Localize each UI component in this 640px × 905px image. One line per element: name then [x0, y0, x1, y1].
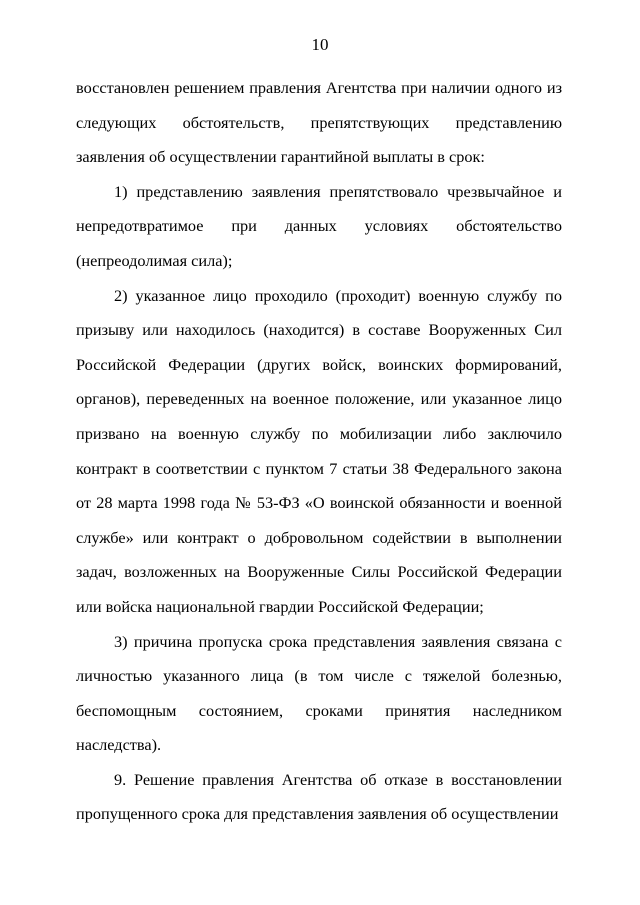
page-number: 10 [311, 35, 329, 54]
paragraph-item-3: 3) причина пропуска срока представления заявления связана с личностью указанного лица (в том числе с тяжелой болезнью, беспомощным состоянием, сроками принятия наследником наследства). [76, 631, 562, 755]
paragraph-continuation: восстановлен решением правления Агентства при наличии одного из следующих обстоятельств, препятствующих представлению заявления об осуществлении гарантийной выплаты в срок: [76, 78, 562, 167]
paragraph-clause-9: 9. Решение правления Агентства об отказе в восстановлении пропущенного срока для представления заявления об осуществлении [76, 769, 562, 824]
document-body [76, 71, 562, 832]
paragraph-item-2: 2) указанное лицо проходило (проходит) военную службу по призыву или находилось (находится) в составе Вооруженных Сил Российской Федерации (других войск, воинских формирований, органов), переведенных на военное положение, или указанное лицо призвано на военную службу по мобилизации либо заключило контракт в соответствии с пунктом 7 статьи 38 Федерального закона от 28 марта 1998 года № 53-ФЗ «О воинской обязанности и военной службе» или контракт о добровольном содействии в выполнении задач, возложенных на Вооруженные Силы Российской Федерации или войска национальной гвардии Российской Федерации; [76, 285, 562, 616]
paragraph-item-1: 1) представлению заявления препятствовало чрезвычайное и непредотвратимое при данных условиях обстоятельство (непреодолимая сила); [76, 181, 562, 270]
